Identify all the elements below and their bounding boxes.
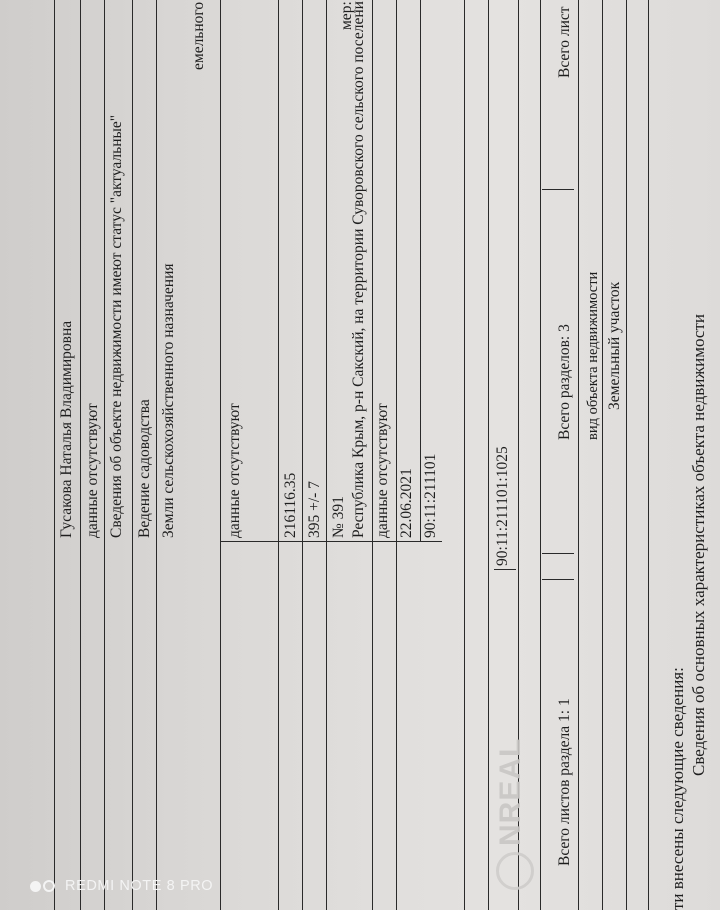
document-heading: Сведения об основных характеристиках объекта недвижимости xyxy=(689,314,708,776)
sheets-total-label: Всего лист xyxy=(556,6,573,78)
camera-ring-icon xyxy=(43,880,55,892)
row-border xyxy=(220,0,221,910)
cadastral-number: 90:11:211101:1025 xyxy=(494,446,511,566)
cadastral-box-left xyxy=(494,569,516,570)
row-border xyxy=(54,0,55,910)
object-type-top-border xyxy=(626,0,627,910)
row-border xyxy=(396,0,397,910)
camera-model-label: REDMI NOTE 8 PRO xyxy=(65,878,214,894)
watermark-logo xyxy=(490,690,536,890)
row-border xyxy=(156,0,157,910)
sheets-row-bottom-border xyxy=(540,0,541,910)
row-border xyxy=(302,0,303,910)
row-value-status: Сведения об объекте недвижимости имеют статус "актуальные" xyxy=(108,114,125,538)
watermark-text: NREAL xyxy=(494,737,527,846)
label-mer: мер: xyxy=(338,1,355,30)
sheets-row-top-border xyxy=(578,0,579,910)
sheets-cell-divider-3 xyxy=(542,189,574,190)
sheets-section-label: Всего листов раздела 1: 1 xyxy=(556,698,573,866)
row-value-cadastral-quarter: 90:11:211101 xyxy=(422,453,439,538)
row-border xyxy=(372,0,373,910)
row-value-empty: данные отсутствуют xyxy=(374,403,391,538)
body-top-border xyxy=(464,0,465,910)
intro-text: ти внесены следующие сведения: xyxy=(668,667,687,910)
label-column-divider xyxy=(220,541,442,542)
cadastral-row-bottom-border xyxy=(488,0,489,910)
sheets-cell-divider-2 xyxy=(542,579,574,580)
object-type-divider xyxy=(602,0,603,910)
row-border xyxy=(104,0,105,910)
object-type-value: Земельный участок xyxy=(606,281,623,410)
row-value-cadastral-cost: 216116.35 xyxy=(282,472,299,538)
table-top-border xyxy=(648,0,649,910)
camera-watermark xyxy=(30,874,213,898)
row-border xyxy=(80,0,81,910)
row-border xyxy=(132,0,133,910)
row-value-empty: данные отсутствуют xyxy=(84,403,101,538)
row-value-empty: данные отсутствуют xyxy=(226,403,243,538)
watermark-ring-icon xyxy=(496,852,534,890)
row-border xyxy=(278,0,279,910)
row-value-land-category: Земли сельскохозяйственного назначения xyxy=(160,263,177,538)
row-border xyxy=(420,0,421,542)
sections-total-label: Всего разделов: 3 xyxy=(556,324,573,440)
row-value-date: 22.06.2021 xyxy=(398,468,415,538)
sheets-cell-divider-1 xyxy=(542,553,574,554)
label-zemelnogo: емельного xyxy=(190,1,207,70)
row-value-permitted-use: Ведение садоводства xyxy=(136,399,153,538)
camera-dot-icon xyxy=(30,881,41,892)
row-border xyxy=(326,0,327,910)
row-value-address-number: № 391 xyxy=(330,496,347,538)
row-value-owner-name: Гусакова Наталья Владимировна xyxy=(58,320,75,538)
object-type-caption: вид объекта недвижимости xyxy=(585,271,601,440)
row-value-address: Республика Крым, р-н Сакский, на территории Суворовского сельского поселени xyxy=(350,1,367,538)
row-value-area: 395 +/- 7 xyxy=(306,481,323,538)
